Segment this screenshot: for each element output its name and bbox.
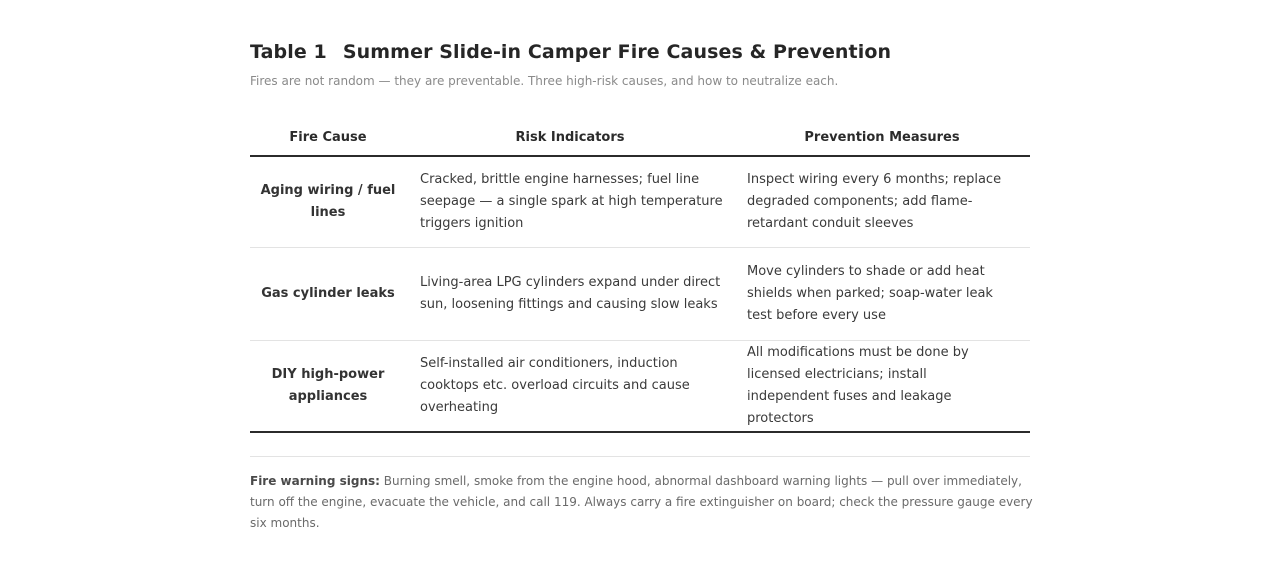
table-row: [250, 341, 1030, 433]
fire-warning-note: [250, 471, 1040, 534]
fire-cause-cell: Gas cylinder leaks: [250, 248, 406, 341]
prevention-measures-cell: Inspect wiring every 6 months; replace degraded components; add flame-retardant conduit sleeves: [734, 156, 1030, 248]
table-subtitle: Fires are not random — they are preventable. Three high-risk causes, and how to neutralize each.: [250, 74, 839, 88]
column-header-fire-cause: Fire Cause: [250, 120, 406, 156]
risk-indicators-cell: Self-installed air conditioners, induction cooktops etc. overload circuits and cause overheating: [406, 341, 734, 433]
prevention-measures-cell: All modifications must be done by licensed electricians; install independent fuses and leakage protectors: [734, 341, 1030, 433]
table-row: [250, 156, 1030, 248]
table-title: [250, 41, 891, 63]
risk-indicators-cell: Living-area LPG cylinders expand under direct sun, loosening fittings and causing slow leaks: [406, 248, 734, 341]
table-header-row: [250, 120, 1030, 156]
note-divider: [250, 456, 1030, 457]
fire-cause-cell: Aging wiring / fuel lines: [250, 156, 406, 248]
fire-cause-cell: DIY high-power appliances: [250, 341, 406, 433]
table-label: Table 1: [250, 41, 327, 63]
column-header-prevention-measures: Prevention Measures: [734, 120, 1030, 156]
note-text: Burning smell, smoke from the engine hood, abnormal dashboard warning lights — pull over immediately, turn off the engine, evacuate the vehicle, and call 119. Always carry a fire extinguisher on board; check the pressure gauge every six months.: [250, 474, 1033, 530]
table-title-text: Summer Slide-in Camper Fire Causes & Prevention: [342, 41, 892, 63]
fire-causes-table: [250, 120, 1030, 433]
table-row: [250, 248, 1030, 341]
column-header-risk-indicators: Risk Indicators: [406, 120, 734, 156]
risk-indicators-cell: Cracked, brittle engine harnesses; fuel line seepage — a single spark at high temperature triggers ignition: [406, 156, 734, 248]
prevention-measures-cell: Move cylinders to shade or add heat shields when parked; soap-water leak test before every use: [734, 248, 1030, 341]
note-label: Fire warning signs:: [250, 474, 380, 488]
